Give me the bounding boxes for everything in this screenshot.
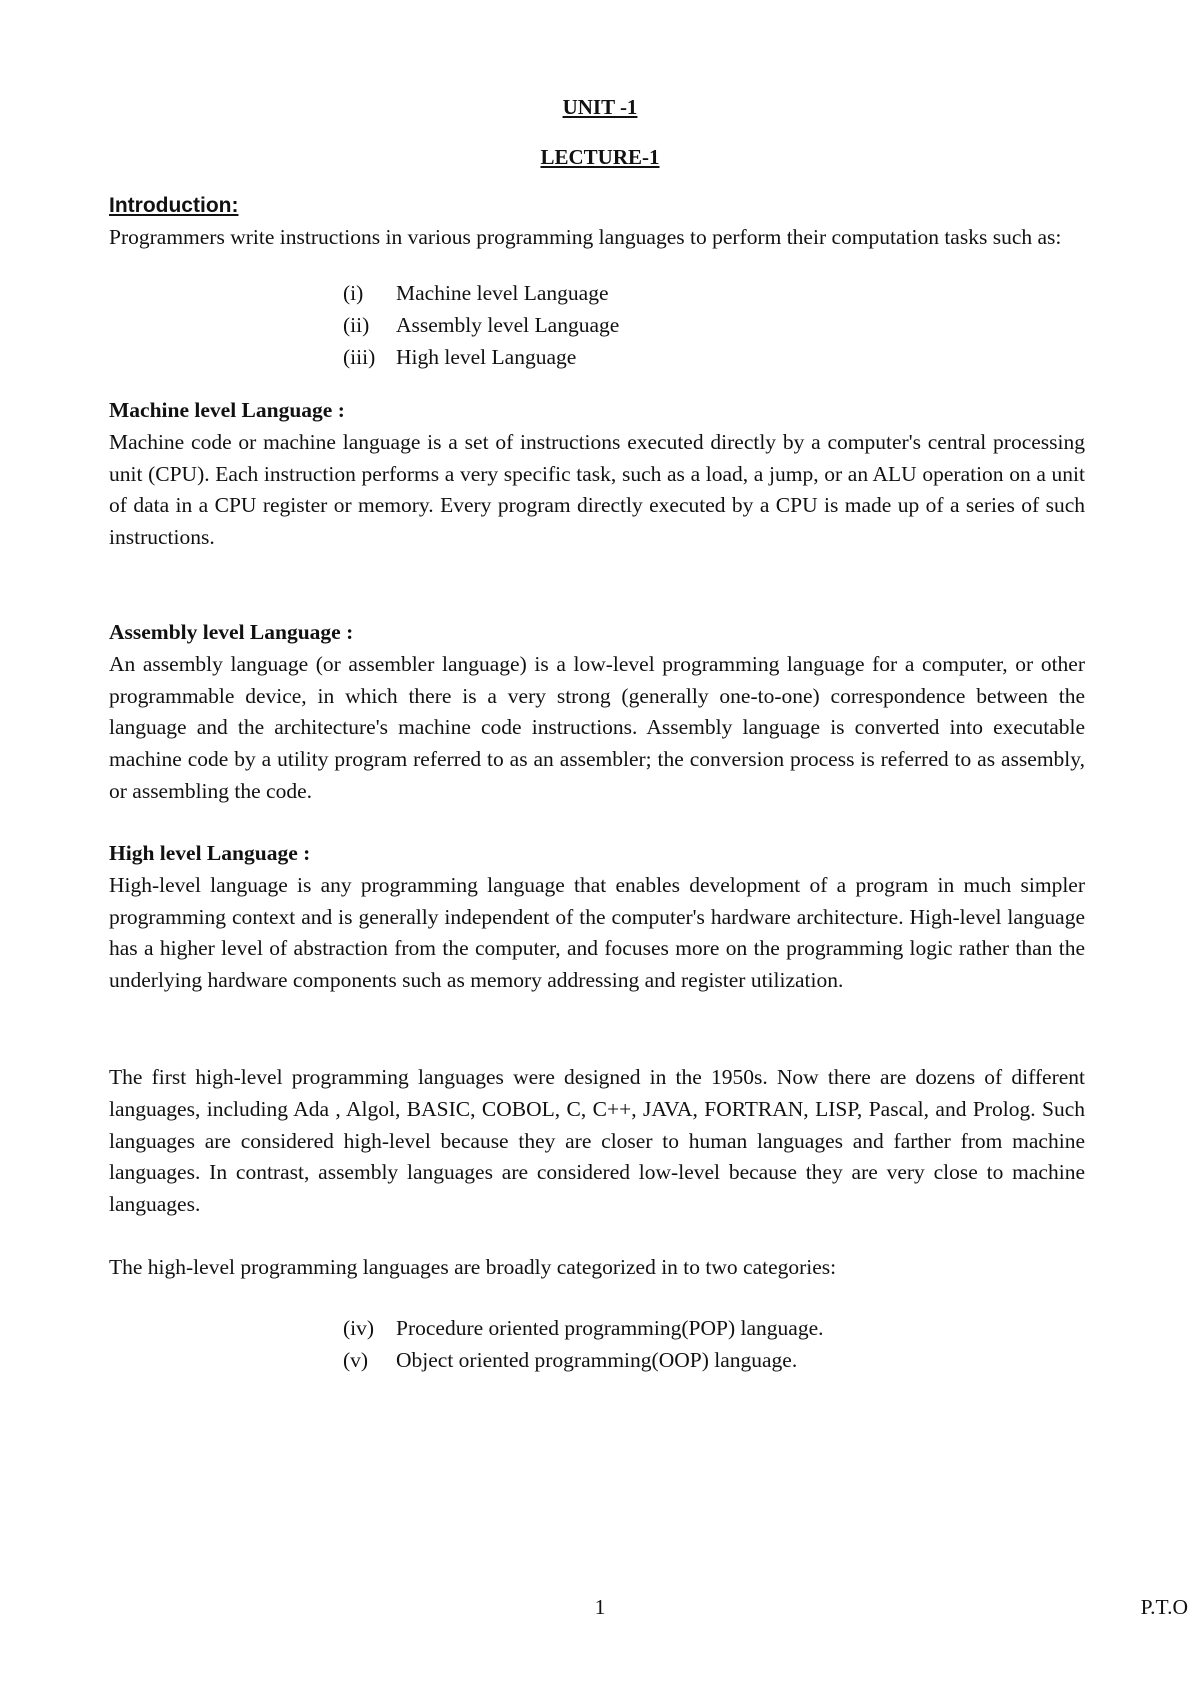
list-item-number: (iv) xyxy=(343,1316,375,1340)
list-item xyxy=(343,342,1043,374)
introduction-section xyxy=(109,190,1085,254)
machine-text: Machine code or machine language is a set of instructions executed directly by a computer's central processing unit (CPU). Each instruction performs a very specific task, such as a load, a jump, or an ALU operation on a unit of data in a CPU register or memory. Every program directly executed by a CPU is made up of a series of such instructions. xyxy=(109,429,1085,550)
list-item xyxy=(343,278,1043,310)
pto-label: P.T.O xyxy=(1140,1595,1188,1619)
list-item-number: (i) xyxy=(343,281,364,305)
high-level-section xyxy=(109,838,1085,997)
list-item-label: Machine level Language xyxy=(396,281,609,305)
machine-section xyxy=(109,395,1085,554)
list-item-number: (ii) xyxy=(343,313,370,337)
list-item-label: High level Language xyxy=(396,345,577,369)
categories-intro: The high-level programming languages are broadly categorized in to two categories: xyxy=(109,1255,837,1279)
list-item-label: Procedure oriented programming(POP) language. xyxy=(396,1316,824,1340)
assembly-section xyxy=(109,617,1085,808)
list-item-label: Object oriented programming(OOP) language. xyxy=(396,1348,798,1372)
list-item xyxy=(343,310,1043,342)
assembly-title: Assembly level Language : xyxy=(109,620,354,644)
category-list xyxy=(343,1313,1043,1377)
page-number: 1 xyxy=(594,1595,606,1619)
list-item-number: (v) xyxy=(343,1348,369,1372)
list-item xyxy=(343,1345,1043,1377)
high-level-title: High level Language : xyxy=(109,841,311,865)
high-level-text: High-level language is any programming language that enables development of a program in much simpler programming context and is generally independent of the computer's hardware architecture. High-level language has a higher level of abstraction from the computer, and focuses more on the programming logic rather than the underlying hardware components such as memory addressing and register utilization. xyxy=(109,872,1085,993)
language-list xyxy=(343,278,1043,374)
introduction-title: Introduction: xyxy=(109,194,239,217)
machine-title: Machine level Language : xyxy=(109,398,345,422)
history-text: The first high-level programming languages were designed in the 1950s. Now there are dozens of different languages, including Ada , Algol, BASIC, COBOL, C, C++, JAVA, FORTRAN, LISP, Pascal, and Prolog. Such languages are considered high-level because they are closer to human languages and farther from machine languages. In contrast, assembly languages are considered low-level because they are very close to machine languages. xyxy=(109,1065,1085,1217)
lecture-heading: LECTURE-1 xyxy=(540,145,660,169)
categories-section xyxy=(109,1252,1085,1284)
list-item-number: (iii) xyxy=(343,345,376,369)
assembly-text: An assembly language (or assembler language) is a low-level programming language for a computer, or other programmable device, in which there is a very strong (generally one-to-one) correspondence between the language and the architecture's machine code instructions. Assembly language is converted into executable machine code by a utility program referred to as an assembler; the conversion process is referred to as assembly, or assembling the code. xyxy=(109,651,1085,803)
list-item-label: Assembly level Language xyxy=(396,313,620,337)
history-section xyxy=(109,1062,1085,1221)
unit-heading: UNIT -1 xyxy=(562,95,638,119)
list-item xyxy=(343,1313,1043,1345)
introduction-text: Programmers write instructions in various programming languages to perform their computation tasks such as: xyxy=(109,224,1062,249)
